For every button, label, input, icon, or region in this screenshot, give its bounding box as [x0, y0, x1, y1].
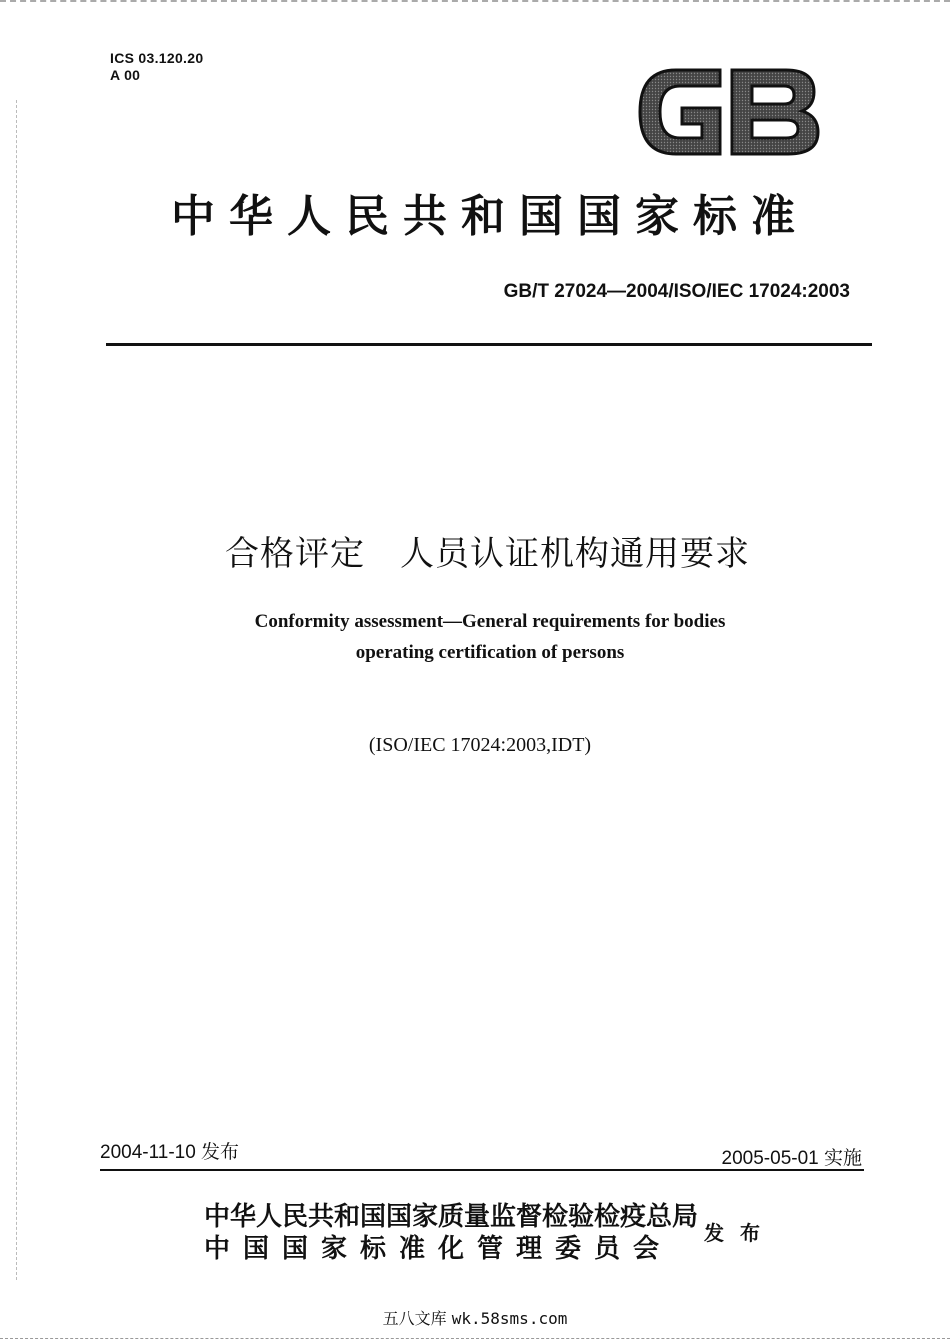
implementation-date: 2005-05-01 实施 [721, 1148, 862, 1169]
national-standard-title: 中华人民共和国国家标准 [171, 191, 809, 242]
equivalence-note: (ISO/IEC 17024:2003,IDT) [368, 734, 592, 756]
english-title [140, 606, 840, 668]
scan-left-margin [16, 100, 18, 1280]
english-title-line-1: Conformity assessment—General requirements for bodies [254, 611, 726, 632]
bottom-divider [100, 1169, 864, 1171]
ccs-code: A 00 [110, 67, 141, 83]
footer-watermark [0, 1306, 950, 1329]
issuer-aqsiq: 中华人民共和国国家质量监督检验检疫总局 [204, 1202, 699, 1232]
english-title-line-2: operating certification of persons [355, 642, 625, 663]
publish-label: 发布 [704, 1221, 776, 1245]
issuer-sac: 中国国家标准化管理委员会 [204, 1234, 673, 1264]
issue-date: 2004-11-10 发布 [100, 1142, 240, 1163]
top-divider [106, 343, 872, 346]
ics-code: ICS 03.120.20 [110, 50, 204, 66]
standard-number: GB/T 27024—2004/ISO/IEC 17024:2003 [503, 281, 850, 302]
classification-codes [110, 50, 203, 84]
chinese-title: 合格评定 人员认证机构通用要求 [225, 534, 750, 574]
gb-logo [636, 66, 822, 158]
scan-bottom-border [0, 1338, 950, 1339]
footer-site-name: 五八文库 [382, 1309, 447, 1328]
scan-top-border [0, 0, 950, 2]
footer-site-url[interactable]: wk.58sms.com [451, 1309, 568, 1328]
